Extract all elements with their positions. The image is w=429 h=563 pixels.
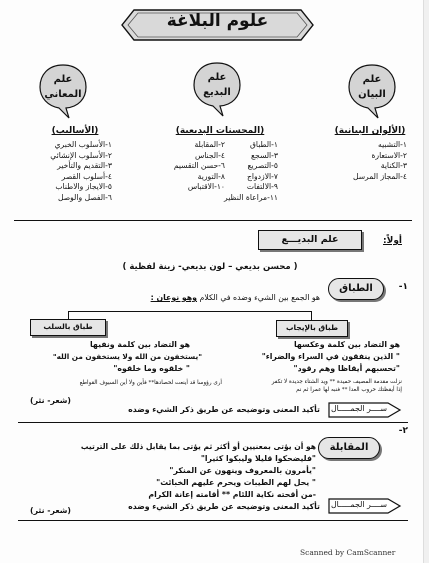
tibaq-number: -١ xyxy=(398,282,408,292)
list-item: ٤-الجناس xyxy=(194,150,225,160)
beauty-text-2: تأكيد المعنى وتوضيحه عن طريق ذكر الشيء وضده xyxy=(128,502,320,511)
muqabala-example-1: "فليضحكوا قليلا وليبكوا كثيرا" xyxy=(200,454,316,463)
section-subtitle: ( محسن بديعي – لون بديعي- زينة لفظية ) xyxy=(122,262,298,272)
list-item: ٣-التقديم والتأخير xyxy=(57,161,112,171)
heading-bayan: (الألوان البيانية) xyxy=(334,126,406,136)
heading-styles: (الأساليب) xyxy=(51,126,99,136)
beauty-label-2: ســــر الجمـــــال xyxy=(331,500,387,509)
beauty-label-1: ســــر الجمـــــال xyxy=(331,404,387,413)
bubble-line2: البيان xyxy=(358,89,386,100)
badi-list-right xyxy=(224,140,278,204)
separator-bottom xyxy=(18,520,408,521)
separator-top xyxy=(14,220,412,221)
negative-definition: هو التضاد بين كلمة ونفيها xyxy=(90,340,190,349)
badi-list-left xyxy=(160,140,225,193)
muqabala-example-3: " يحل لهم الطيبات ويحرم عليهم الخبائث" xyxy=(156,478,316,487)
list-item: ٨-التورية xyxy=(197,171,225,181)
scanner-watermark: Scanned by CamScanner xyxy=(300,548,396,557)
bubble-badi xyxy=(192,60,242,118)
list-item: ٦-حسن التقسيم xyxy=(173,161,225,171)
list-item: ١١-مراعاة النظير xyxy=(224,192,278,202)
genre-1: (شعر- نثر) xyxy=(30,396,71,405)
separator-middle xyxy=(18,422,408,423)
tibaq-definition xyxy=(110,293,320,304)
list-item: ١-الطباق xyxy=(250,140,278,149)
list-item: ٢-الاستعارة xyxy=(371,150,407,160)
positive-example-2: "تحسبهم أيقاظا وهم رقود" xyxy=(293,364,400,373)
bubble-line2: المعاني xyxy=(44,89,82,100)
heading-badi: (المحسنات البديعية) xyxy=(175,126,265,136)
bubble-bayan xyxy=(347,62,397,120)
muqabala-title: المقابلة xyxy=(318,437,380,459)
negative-example-3: أرى رؤوسا قد أينعت لحصادها** فأين ولا أين السيوف القواطع xyxy=(79,380,222,386)
genre-2: (شعر- نثر) xyxy=(30,506,71,515)
list-item: ٤-أسلوب القصر xyxy=(61,171,112,181)
tibaq-negative-title: طباق بالسلب xyxy=(30,319,106,336)
beauty-text-1: تأكيد المعنى وتوضيحه عن طريق ذكر الشيء وضده xyxy=(128,405,320,414)
muqabala-number: -٢ xyxy=(398,426,408,436)
list-item: ٢-الأسلوب الإنشائي xyxy=(50,150,112,160)
bubble-line1: علم xyxy=(362,74,382,85)
bubble-maani xyxy=(38,62,88,120)
negative-example-2: " خلقوه وما خلقوه" xyxy=(113,364,190,373)
page-edge xyxy=(423,0,429,563)
muqabala-example-2: "يأمرون بالمعروف وينهون عن المنكر" xyxy=(169,466,316,475)
list-item: ٥-التصريع xyxy=(247,161,278,171)
bubble-line2: البديع xyxy=(203,87,231,98)
list-item: ١٠-الاقتباس xyxy=(187,182,225,192)
list-item: ٤-المجاز المرسل xyxy=(352,171,407,181)
list-item: ٣-الكناية xyxy=(380,161,407,171)
list-item: ٢-المقابلة xyxy=(194,140,225,149)
tibaq-types-text: وهو نوعان : xyxy=(150,293,198,302)
positive-definition: هو التضاد بين كلمة وعكسها xyxy=(293,340,400,349)
bayan-list xyxy=(335,140,407,182)
tibaq-definition-text: هو الجمع بين الشيء وضده في الكلام xyxy=(199,293,320,302)
bubble-line1: علم xyxy=(207,72,227,83)
tibaq-title: الطباق xyxy=(328,278,384,300)
positive-example-3: نزلت مقدمة المصيف حميدة ** ويد الشتاء جديدة لا تكفر xyxy=(271,379,402,385)
list-item: ٣-السجع xyxy=(251,150,278,160)
section-label: أولاً: xyxy=(383,236,402,246)
connector-horizontal xyxy=(68,311,312,312)
title-banner xyxy=(120,8,315,42)
list-item: ١-الأسلوب الخبري xyxy=(54,140,112,149)
section-title: علم البديـــع xyxy=(258,230,362,250)
bubble-line1: علم xyxy=(53,74,73,85)
list-item: ٥-الايجاز والاطناب xyxy=(55,182,112,192)
list-item: ٧-الازدواج xyxy=(246,171,278,181)
tibaq-positive-title: طباق بالإيجاب xyxy=(276,320,348,337)
styles-list xyxy=(30,140,112,204)
positive-example-1: " الذين ينفقون في السراء والضراء" xyxy=(261,352,400,361)
list-item: ٦-الفصل والوصل xyxy=(57,192,112,202)
negative-example-1: "يستخفون من الله ولا يستخفون من الله" xyxy=(52,352,202,361)
positive-example-4: إذا أيقظتك حروب العدا ** فنبه لها عمرا ثم نم xyxy=(296,387,402,393)
list-item: ٩-الالتفات xyxy=(246,182,278,192)
list-item: ١-التشبيه xyxy=(378,140,407,149)
muqabala-example-4: -من أقحته نكاية اللئام ** أقامته إعانة الكرام xyxy=(148,490,316,499)
page-title: علوم البلاغة xyxy=(166,11,269,31)
muqabala-definition: هو أن يؤتى بمعنيين أو أكثر ثم يؤتى بما يقابل ذلك على الترتيب xyxy=(80,442,316,451)
